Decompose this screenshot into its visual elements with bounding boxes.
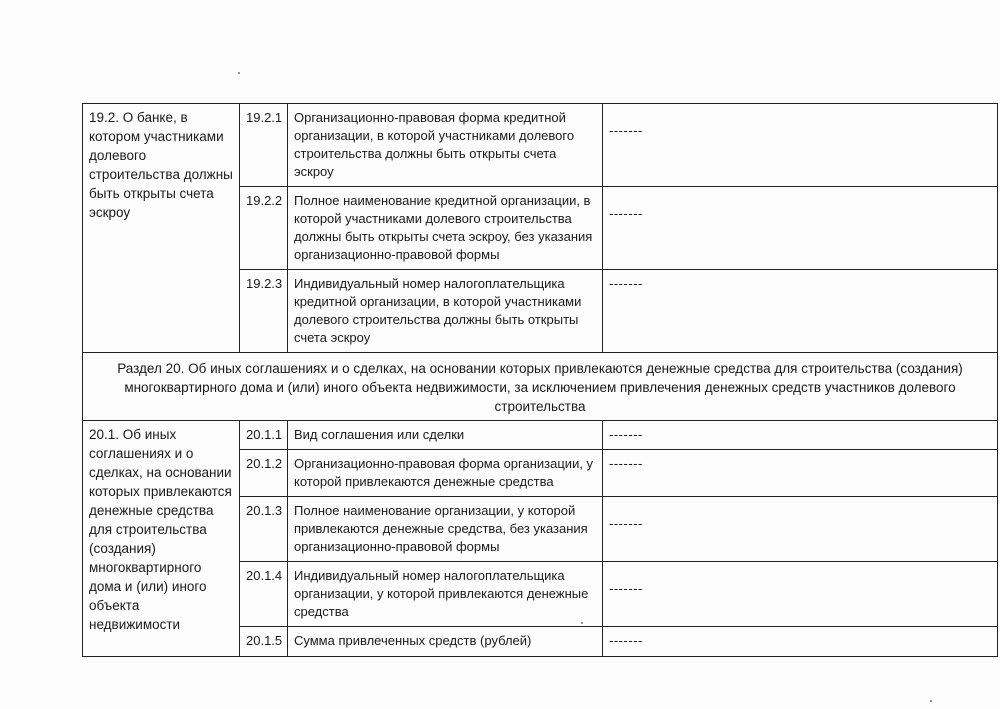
table-row [83,421,998,450]
value-text: ------- [609,427,643,442]
field-value [603,270,998,353]
field-name: Вид соглашения или сделки [288,421,603,450]
field-value [603,104,998,187]
value-text: ------- [609,123,643,138]
value-text: ------- [609,206,643,221]
row-number: 19.2.3 [240,270,288,353]
field-name: Полное наименование организации, у которой привлекаются денежные средства, без указания организационно-правовой формы [288,497,603,562]
value-text: ------- [609,276,643,291]
section-heading-row [83,353,998,421]
value-text: ------- [609,581,643,596]
scan-speck [930,700,932,702]
row-number: 20.1.2 [240,450,288,497]
row-number: 20.1.3 [240,497,288,562]
field-value [603,497,998,562]
scan-speck [238,72,240,74]
field-name: Полное наименование кредитной организации, в которой участниками долевого строительства должны быть открыты счета эскроу, без указания организационно-правовой формы [288,187,603,270]
row-number: 20.1.5 [240,627,288,657]
row-number: 20.1.4 [240,562,288,627]
value-text: ------- [609,516,643,531]
value-text: ------- [609,633,643,648]
field-name: Индивидуальный номер налогоплательщика организации, у которой привлекаются денежные средства [288,562,603,627]
group-label-19-2: 19.2. О банке, в котором участниками долевого строительства должны быть открыты счета эскроу [83,104,240,353]
field-name: Организационно-правовая форма организации, у которой привлекаются денежные средства [288,450,603,497]
field-value [603,450,998,497]
value-text: ------- [609,456,643,471]
section-20-heading: Раздел 20. Об иных соглашениях и о сделках, на основании которых привлекаются денежные средства для строительства (создания) многоквартирного дома и (или) иного объекта недвижимости, за исключением привлечения денежных средств участников долевого строительства [83,353,998,421]
table-row [83,104,998,187]
row-number: 19.2.1 [240,104,288,187]
row-number: 20.1.1 [240,421,288,450]
field-name: Индивидуальный номер налогоплательщика кредитной организации, в которой участниками долевого строительства должны быть открыты счета эскроу [288,270,603,353]
field-value [603,562,998,627]
scan-speck [581,622,583,624]
field-value [603,421,998,450]
disclosure-table [82,103,998,657]
field-value [603,627,998,657]
row-number: 19.2.2 [240,187,288,270]
field-name: Сумма привлеченных средств (рублей) [288,627,603,657]
group-label-20-1: 20.1. Об иных соглашениях и о сделках, на основании которых привлекаются денежные средства для строительства (создания) многоквартирного дома и (или) иного объекта недвижимости [83,421,240,657]
field-value [603,187,998,270]
field-name: Организационно-правовая форма кредитной организации, в которой участниками долевого строительства должны быть открыты счета эскроу [288,104,603,187]
